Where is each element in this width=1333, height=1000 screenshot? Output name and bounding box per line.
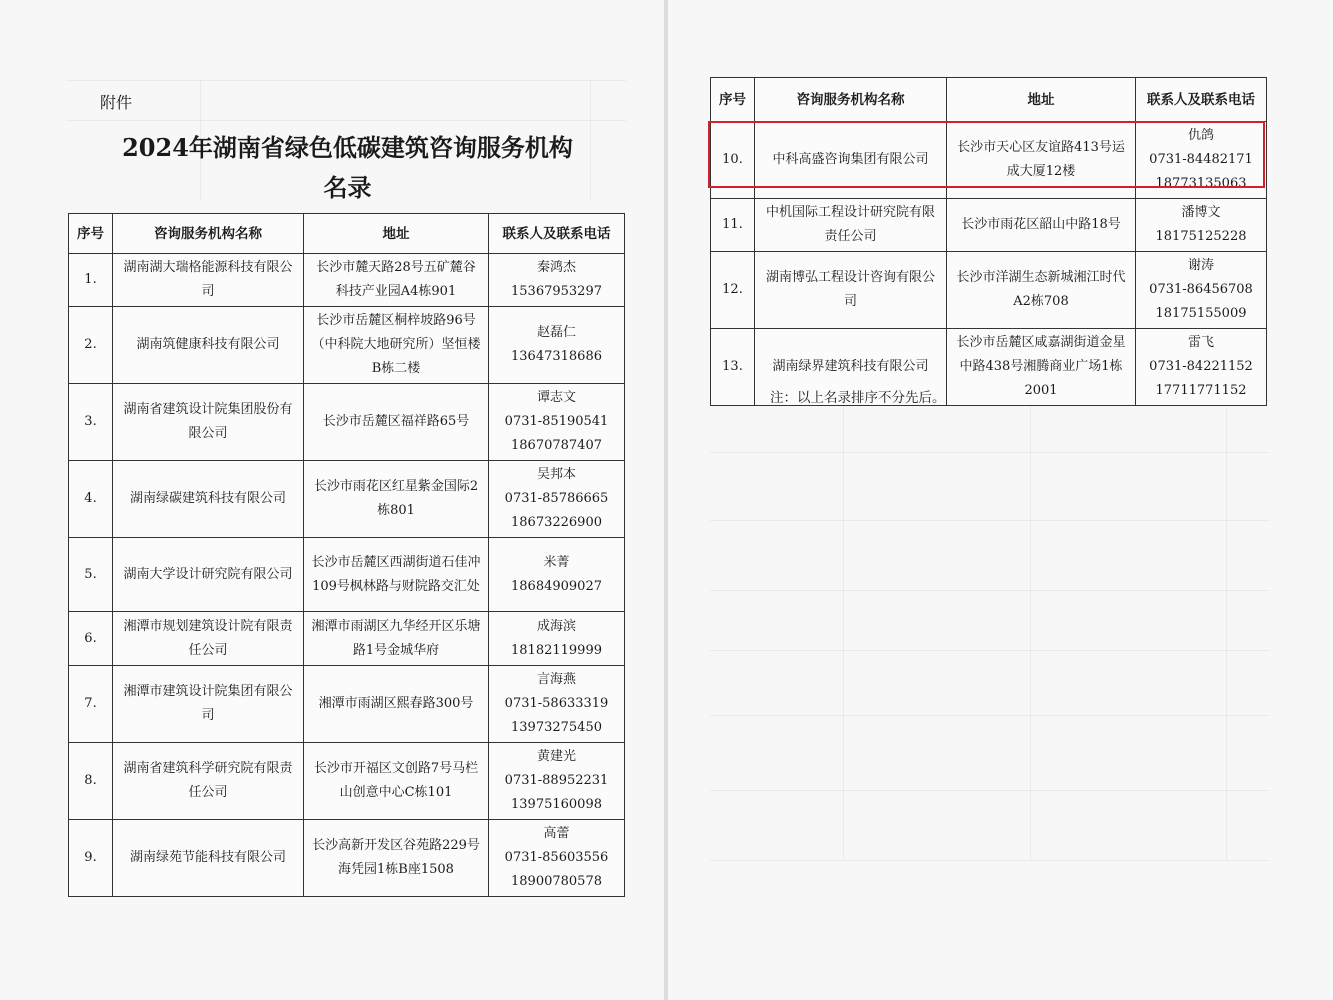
institution-name: 湖南博弘工程设计咨询有限公司 <box>755 252 947 329</box>
institution-name: 中机国际工程设计研究院有限责任公司 <box>755 199 947 252</box>
header-contact: 联系人及联系电话 <box>1136 78 1267 122</box>
contact-line: 仇鸽 <box>1187 128 1214 143</box>
institution-name: 湖南绿碳建筑科技有限公司 <box>113 461 304 538</box>
table-row <box>69 666 625 743</box>
row-number: 7. <box>69 666 113 743</box>
row-number: 6. <box>69 612 113 666</box>
contact-line: 成海滨 <box>536 618 576 634</box>
contact-line: 18684909027 <box>511 578 602 594</box>
contact-info <box>489 666 625 743</box>
contact-line: 18182119999 <box>511 642 602 658</box>
contact-line: 18670787407 <box>511 438 602 453</box>
institution-address: 长沙市岳麓区福祥路65号 <box>304 384 489 461</box>
row-number: 11. <box>711 199 755 252</box>
header-address: 地址 <box>947 78 1136 122</box>
institution-address: 长沙市雨花区韶山中路18号 <box>947 199 1136 252</box>
contact-line: 秦鸿杰 <box>536 260 576 275</box>
page-title <box>70 128 625 208</box>
row-number: 10. <box>711 122 755 199</box>
table-row <box>711 252 1267 329</box>
header-address: 地址 <box>304 214 489 254</box>
contact-line: 18175125228 <box>1155 229 1247 244</box>
row-number: 8. <box>69 743 113 820</box>
contact-line: 18673226900 <box>511 515 602 530</box>
institution-address: 长沙市岳麓区西湖街道石佳冲109号枫林路与财院路交汇处 <box>304 538 489 612</box>
institution-address: 长沙市麓天路28号五矿麓谷科技产业园A4栋901 <box>304 254 489 307</box>
contact-info <box>489 384 625 461</box>
title-line-1: 2024年湖南省绿色低碳建筑咨询服务机构 <box>122 133 573 162</box>
contact-line: 高蕾 <box>543 826 570 841</box>
row-number: 5. <box>69 538 113 612</box>
contact-line: 0731-85603556 <box>504 850 609 865</box>
contact-line: 15367953297 <box>511 284 602 299</box>
row-number: 4. <box>69 461 113 538</box>
table-row <box>711 199 1267 252</box>
institution-table-left <box>68 213 625 897</box>
table-row <box>69 307 625 384</box>
institution-name: 湖南省建筑设计院集团股份有限公司 <box>113 384 304 461</box>
contact-info <box>489 612 625 666</box>
contact-line: 18900780578 <box>511 874 602 889</box>
table-row <box>69 384 625 461</box>
contact-info <box>1136 122 1267 199</box>
contact-info <box>489 307 625 384</box>
institution-name: 湖南绿苑节能科技有限公司 <box>113 820 304 897</box>
institution-address: 长沙市岳麓区咸嘉湖街道金星中路438号湘腾商业广场1栋2001 <box>947 329 1136 406</box>
header-no: 序号 <box>711 78 755 122</box>
contact-line: 0731-86456708 <box>1149 282 1253 297</box>
institution-address: 长沙市洋湖生态新城湘江时代A2栋708 <box>947 252 1136 329</box>
contact-line: 18773135063 <box>1155 176 1247 191</box>
header-no: 序号 <box>69 214 113 254</box>
contact-line: 0731-58633319 <box>504 696 609 711</box>
institution-address: 长沙市雨花区红星紫金国际2栋801 <box>304 461 489 538</box>
table-header-row <box>69 214 625 254</box>
table-row <box>69 820 625 897</box>
footnote: 注：以上名录排序不分先后。 <box>770 390 946 406</box>
contact-line: 0731-88952231 <box>504 773 609 788</box>
contact-line: 0731-85190541 <box>504 414 609 429</box>
contact-info <box>489 461 625 538</box>
left-page <box>0 0 664 1000</box>
institution-name: 湖南省建筑科学研究院有限责任公司 <box>113 743 304 820</box>
header-name: 咨询服务机构名称 <box>113 214 304 254</box>
row-number: 13. <box>711 329 755 406</box>
institution-name: 湘潭市规划建筑设计院有限责任公司 <box>113 612 304 666</box>
institution-name: 湖南绿界建筑科技有限公司 <box>755 329 947 406</box>
contact-line: 吴邦本 <box>536 467 576 482</box>
table-row <box>69 254 625 307</box>
table-row <box>711 122 1267 199</box>
institution-name: 湘潭市建筑设计院集团有限公司 <box>113 666 304 743</box>
contact-line: 谢涛 <box>1187 258 1214 273</box>
contact-line: 17711771152 <box>1155 383 1247 398</box>
contact-line: 潘博文 <box>1181 205 1221 220</box>
table-row <box>69 743 625 820</box>
contact-line: 13647318686 <box>511 349 602 364</box>
header-contact: 联系人及联系电话 <box>489 214 625 254</box>
contact-line: 言海燕 <box>536 672 576 687</box>
contact-line: 赵磊仁 <box>536 325 576 340</box>
contact-info <box>489 538 625 612</box>
row-number: 3. <box>69 384 113 461</box>
institution-address: 长沙市岳麓区桐梓坡路96号（中科院大地研究所）坚恒楼B栋二楼 <box>304 307 489 384</box>
contact-line: 0731-84482171 <box>1149 152 1253 167</box>
institution-table-right <box>710 77 1267 406</box>
table-row <box>69 612 625 666</box>
contact-info <box>1136 329 1267 406</box>
contact-line: 13975160098 <box>511 797 602 812</box>
header-name: 咨询服务机构名称 <box>755 78 947 122</box>
attachment-label: 附件 <box>100 93 133 112</box>
institution-address: 长沙市天心区友谊路413号运成大厦12楼 <box>947 122 1136 199</box>
table-header-row <box>711 78 1267 122</box>
contact-info <box>1136 199 1267 252</box>
contact-line: 18175155009 <box>1155 306 1247 321</box>
contact-line: 0731-85786665 <box>504 491 609 506</box>
contact-info <box>1136 252 1267 329</box>
title-line-2: 名录 <box>323 173 372 202</box>
institution-address: 湘潭市雨湖区熙春路300号 <box>304 666 489 743</box>
institution-address: 长沙高新开发区谷苑路229号海凭园1栋B座1508 <box>304 820 489 897</box>
institution-name: 湖南筑健康科技有限公司 <box>113 307 304 384</box>
table-row <box>69 461 625 538</box>
contact-line: 13973275450 <box>511 720 602 735</box>
institution-address: 长沙市开福区文创路7号马栏山创意中心C栋101 <box>304 743 489 820</box>
contact-line: 黄建光 <box>536 749 576 764</box>
institution-name: 中科高盛咨询集团有限公司 <box>755 122 947 199</box>
contact-info <box>489 820 625 897</box>
row-number: 9. <box>69 820 113 897</box>
contact-info <box>489 254 625 307</box>
contact-line: 谭志文 <box>536 390 576 405</box>
contact-line: 米菁 <box>543 554 570 570</box>
contact-info <box>489 743 625 820</box>
institution-name: 湖南大学设计研究院有限公司 <box>113 538 304 612</box>
institution-address: 湘潭市雨湖区九华经开区乐塘路1号金城华府 <box>304 612 489 666</box>
institution-name: 湖南湖大瑞格能源科技有限公司 <box>113 254 304 307</box>
table-row <box>69 538 625 612</box>
row-number: 2. <box>69 307 113 384</box>
contact-line: 0731-84221152 <box>1149 359 1253 374</box>
contact-line: 雷飞 <box>1187 335 1214 350</box>
row-number: 12. <box>711 252 755 329</box>
row-number: 1. <box>69 254 113 307</box>
